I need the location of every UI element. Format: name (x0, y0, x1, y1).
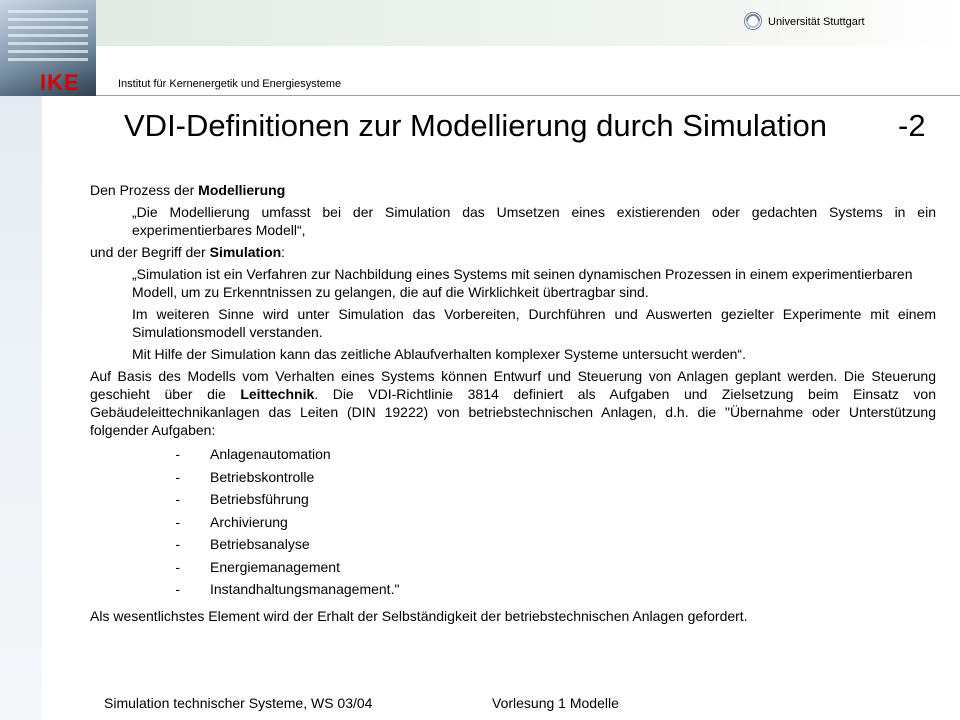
paragraph-text: und der Begriff der (90, 244, 210, 260)
university-logo-icon (744, 12, 762, 30)
list-item (90, 578, 936, 601)
list-item-label: Archivierung (210, 513, 288, 530)
quote-simulation: „Simulation ist ein Verfahren zur Nachbildung eines Systems mit seinen dynamischen Prozessen in einem experimentierbaren Modell, um zu Erkenntnissen zu gelangen, die auf die Wirklichkeit übertragbar sind. (132, 266, 913, 300)
slide-title: VDI-Definitionen zur Modellierung durch Simulation (124, 108, 828, 143)
list-dash: - (175, 536, 180, 553)
task-list (90, 443, 936, 601)
paragraph-leittechnik (90, 367, 936, 439)
list-item-label: Betriebsanalyse (210, 536, 310, 553)
bold-term: Simulation (209, 244, 282, 260)
left-decor-strip (0, 0, 42, 720)
list-item-label: Betriebskontrolle (210, 468, 315, 485)
slide-number-suffix: -2 (898, 108, 926, 143)
paragraph-simulation (90, 243, 936, 261)
list-item (90, 511, 936, 534)
slide-body (90, 181, 936, 625)
list-item-label: Betriebsführung (210, 491, 309, 508)
list-item-label: Energiemanagement (210, 558, 340, 575)
paragraph-modellierung (90, 181, 936, 199)
list-item (90, 533, 936, 556)
paragraph-text: : (281, 244, 286, 260)
paragraph-text: . Die VDI-Richtlinie 3814 definiert als Aufgaben und Zielsetzung beim Einsatz von Gebäudeleittechnikanlagen das Leiten (DIN 19222) von betriebstechnischen Anlagen, d.h. die "Übernahme oder Unterstützung folgender Aufgaben: (90, 386, 936, 438)
paragraph-conclusion: Als wesentlichstes Element wird der Erhalt der Selbständigkeit der betriebstechnischen Anlagen gefordert. (90, 607, 748, 624)
list-item (90, 443, 936, 466)
bold-term: Modellierung (198, 182, 286, 198)
list-dash: - (175, 491, 180, 508)
list-dash: - (175, 558, 180, 575)
list-dash: - (175, 446, 180, 463)
institute-name: Institut für Kernenergetik und Energiesysteme (118, 78, 342, 90)
list-item-label: Instandhaltungsmanagement." (210, 581, 400, 598)
list-dash: - (175, 468, 180, 485)
list-item (90, 556, 936, 579)
list-dash: - (175, 513, 180, 530)
footer-lecture: Vorlesung 1 Modelle (492, 695, 619, 711)
paragraph-text: Den Prozess der (90, 182, 199, 198)
list-item (90, 466, 936, 489)
list-item-label: Anlagenautomation (210, 446, 331, 463)
university-name: Universität Stuttgart (768, 16, 865, 28)
quote-simulation-2: Im weiteren Sinne wird unter Simulation das Vorbereiten, Durchführen und Auswerten gezielter Experimente mit einem Simulationsmodell verstanden. (132, 306, 936, 340)
paragraph-text: Auf Basis des Modells vom Verhalten eines Systems können Entwurf und Steuerung von Anlagen geplant werden. Die Steuerung geschieht über die (90, 368, 936, 402)
quote-modellierung: „Die Modellierung umfasst bei der Simulation das Umsetzen eines existierenden oder gedachten Systems in ein experimentierbares Modell“, (132, 204, 936, 238)
quote-simulation-3: Mit Hilfe der Simulation kann das zeitliche Ablaufverhalten komplexer Systeme untersucht werden“. (132, 346, 746, 362)
footer-course: Simulation technischer Systeme, WS 03/04 (104, 695, 373, 711)
header-divider (96, 95, 960, 96)
ike-logo: IKE (40, 70, 80, 95)
list-item (90, 488, 936, 511)
bold-term: Leittechnik (240, 386, 315, 402)
list-dash: - (175, 581, 180, 598)
